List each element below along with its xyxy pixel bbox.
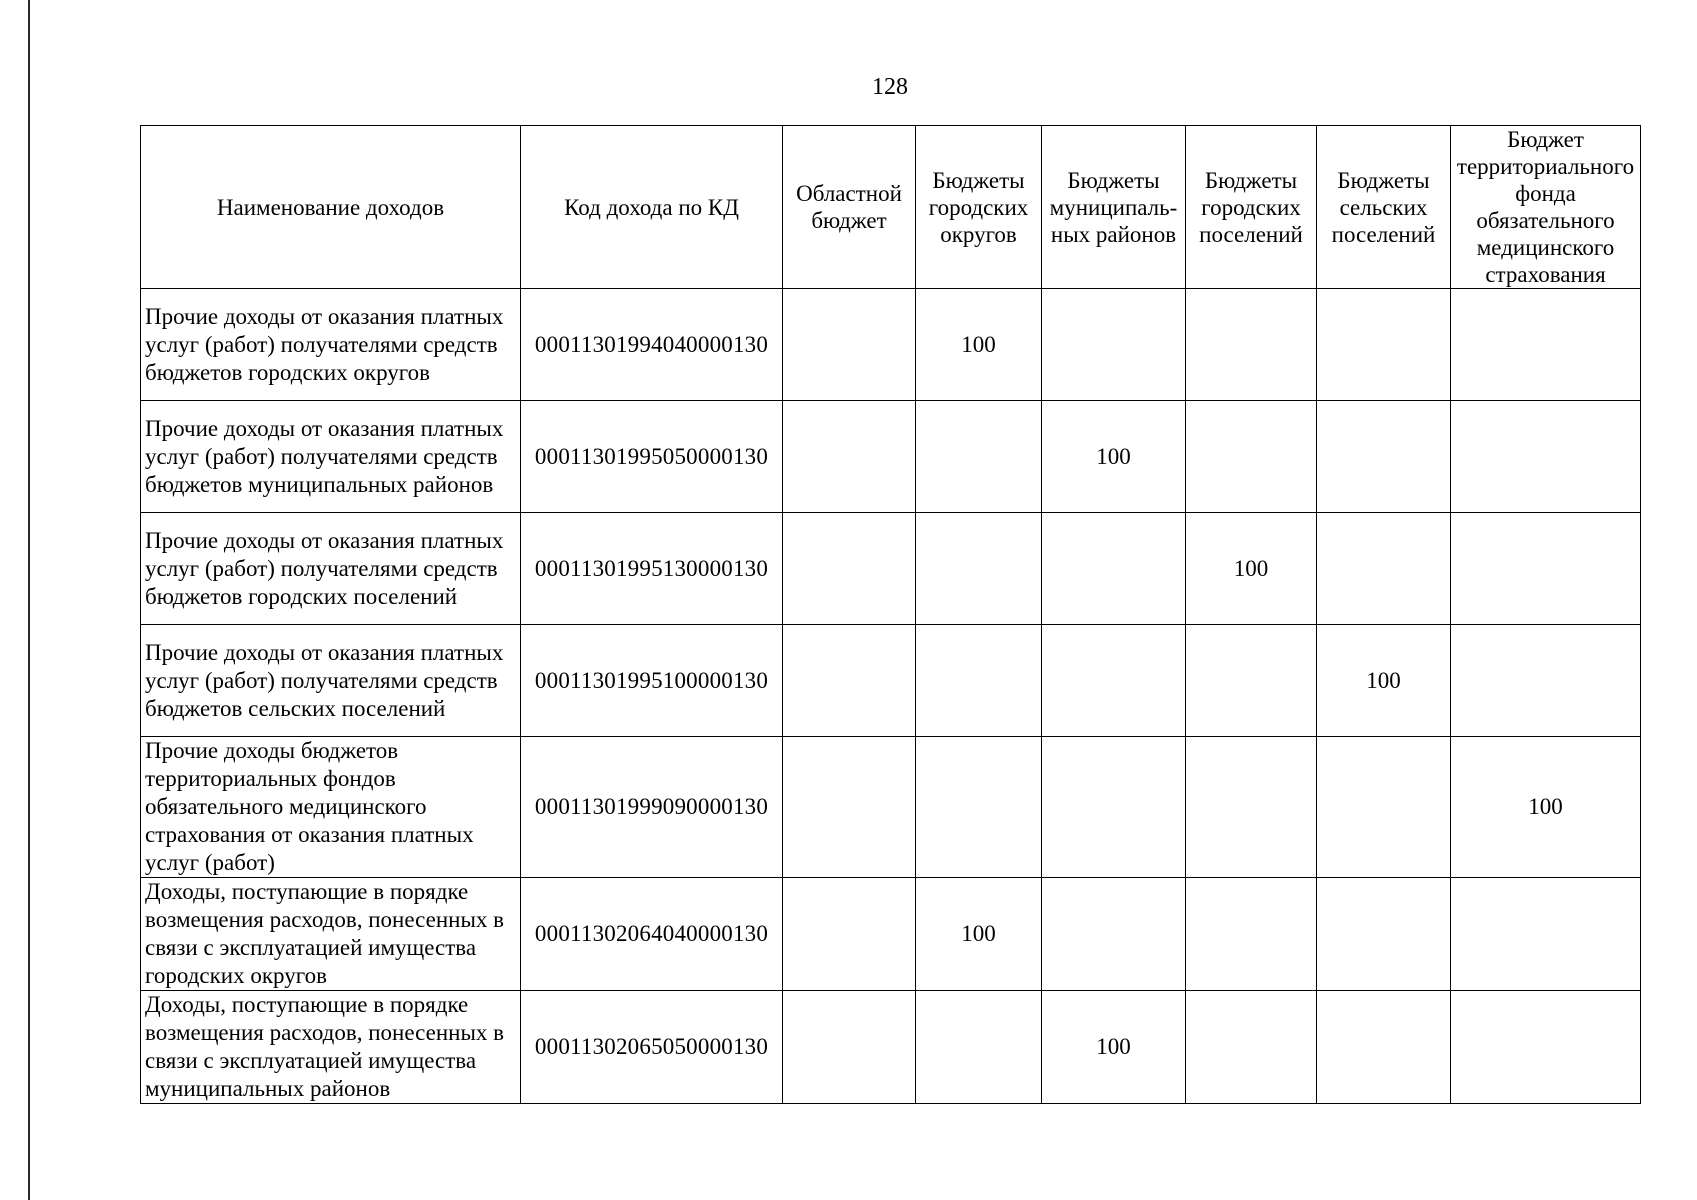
revenue-name: Прочие доходы от оказания платных услуг (работ) получателями средств бюджетов муниципальных районов — [141, 401, 521, 513]
rural-settlement-budgets-value — [1317, 737, 1451, 878]
left-margin-rule — [28, 0, 30, 1200]
rural-settlement-budgets-value — [1317, 289, 1451, 401]
municipal-district-budgets-value: 100 — [1042, 991, 1186, 1104]
municipal-district-budgets-value — [1042, 878, 1186, 991]
medical-insurance-fund-value — [1451, 991, 1641, 1104]
regional-budget-value — [783, 625, 916, 737]
revenue-code: 00011302064040000130 — [521, 878, 783, 991]
municipal-district-budgets-value — [1042, 289, 1186, 401]
revenue-name: Прочие доходы от оказания платных услуг (работ) получателями средств бюджетов городских округов — [141, 289, 521, 401]
revenue-name: Доходы, поступающие в порядке возмещения расходов, понесенных в связи с эксплуатацией имущества муниципальных районов — [141, 991, 521, 1104]
city-district-budgets-value: 100 — [916, 289, 1042, 401]
header-municipal-district-budgets: Бюджеты муниципаль-ных районов — [1042, 126, 1186, 289]
revenue-name: Прочие доходы от оказания платных услуг (работ) получателями средств бюджетов городских поселений — [141, 513, 521, 625]
medical-insurance-fund-value — [1451, 625, 1641, 737]
table-row — [141, 878, 1641, 991]
city-district-budgets-value — [916, 625, 1042, 737]
regional-budget-value — [783, 737, 916, 878]
revenue-code: 00011302065050000130 — [521, 991, 783, 1104]
table-row — [141, 289, 1641, 401]
urban-settlement-budgets-value — [1186, 737, 1317, 878]
rural-settlement-budgets-value: 100 — [1317, 625, 1451, 737]
header-urban-settlement-budgets: Бюджеты городских поселений — [1186, 126, 1317, 289]
regional-budget-value — [783, 289, 916, 401]
regional-budget-value — [783, 513, 916, 625]
urban-settlement-budgets-value — [1186, 878, 1317, 991]
regional-budget-value — [783, 401, 916, 513]
city-district-budgets-value — [916, 737, 1042, 878]
revenue-code: 00011301994040000130 — [521, 289, 783, 401]
urban-settlement-budgets-value — [1186, 401, 1317, 513]
urban-settlement-budgets-value — [1186, 625, 1317, 737]
medical-insurance-fund-value — [1451, 513, 1641, 625]
table-row — [141, 737, 1641, 878]
rural-settlement-budgets-value — [1317, 878, 1451, 991]
urban-settlement-budgets-value: 100 — [1186, 513, 1317, 625]
header-medical-insurance-fund-budget: Бюджет территориального фонда обязательного медицинского страхования — [1451, 126, 1641, 289]
regional-budget-value — [783, 991, 916, 1104]
municipal-district-budgets-value — [1042, 737, 1186, 878]
revenue-code: 00011301995100000130 — [521, 625, 783, 737]
city-district-budgets-value — [916, 401, 1042, 513]
rural-settlement-budgets-value — [1317, 513, 1451, 625]
revenue-name: Доходы, поступающие в порядке возмещения расходов, понесенных в связи с эксплуатацией имущества городских округов — [141, 878, 521, 991]
header-revenue-name: Наименование доходов — [141, 126, 521, 289]
header-city-district-budgets: Бюджеты городских округов — [916, 126, 1042, 289]
revenue-code: 00011301995050000130 — [521, 401, 783, 513]
revenue-distribution-table — [140, 125, 1641, 1104]
table-row — [141, 513, 1641, 625]
table-row — [141, 401, 1641, 513]
municipal-district-budgets-value: 100 — [1042, 401, 1186, 513]
urban-settlement-budgets-value — [1186, 991, 1317, 1104]
header-regional-budget: Областной бюджет — [783, 126, 916, 289]
rural-settlement-budgets-value — [1317, 991, 1451, 1104]
revenue-name: Прочие доходы бюджетов территориальных фондов обязательного медицинского страхования от оказания платных услуг (работ) — [141, 737, 521, 878]
table-row — [141, 625, 1641, 737]
municipal-district-budgets-value — [1042, 513, 1186, 625]
header-rural-settlement-budgets: Бюджеты сельских поселений — [1317, 126, 1451, 289]
medical-insurance-fund-value — [1451, 401, 1641, 513]
header-revenue-code: Код дохода по КД — [521, 126, 783, 289]
urban-settlement-budgets-value — [1186, 289, 1317, 401]
rural-settlement-budgets-value — [1317, 401, 1451, 513]
city-district-budgets-value — [916, 513, 1042, 625]
city-district-budgets-value: 100 — [916, 878, 1042, 991]
medical-insurance-fund-value: 100 — [1451, 737, 1641, 878]
medical-insurance-fund-value — [1451, 289, 1641, 401]
table-header-row — [141, 126, 1641, 289]
regional-budget-value — [783, 878, 916, 991]
revenue-code: 00011301999090000130 — [521, 737, 783, 878]
revenue-name: Прочие доходы от оказания платных услуг (работ) получателями средств бюджетов сельских поселений — [141, 625, 521, 737]
page-number: 128 — [872, 74, 908, 100]
medical-insurance-fund-value — [1451, 878, 1641, 991]
revenue-code: 00011301995130000130 — [521, 513, 783, 625]
table-row — [141, 991, 1641, 1104]
city-district-budgets-value — [916, 991, 1042, 1104]
municipal-district-budgets-value — [1042, 625, 1186, 737]
